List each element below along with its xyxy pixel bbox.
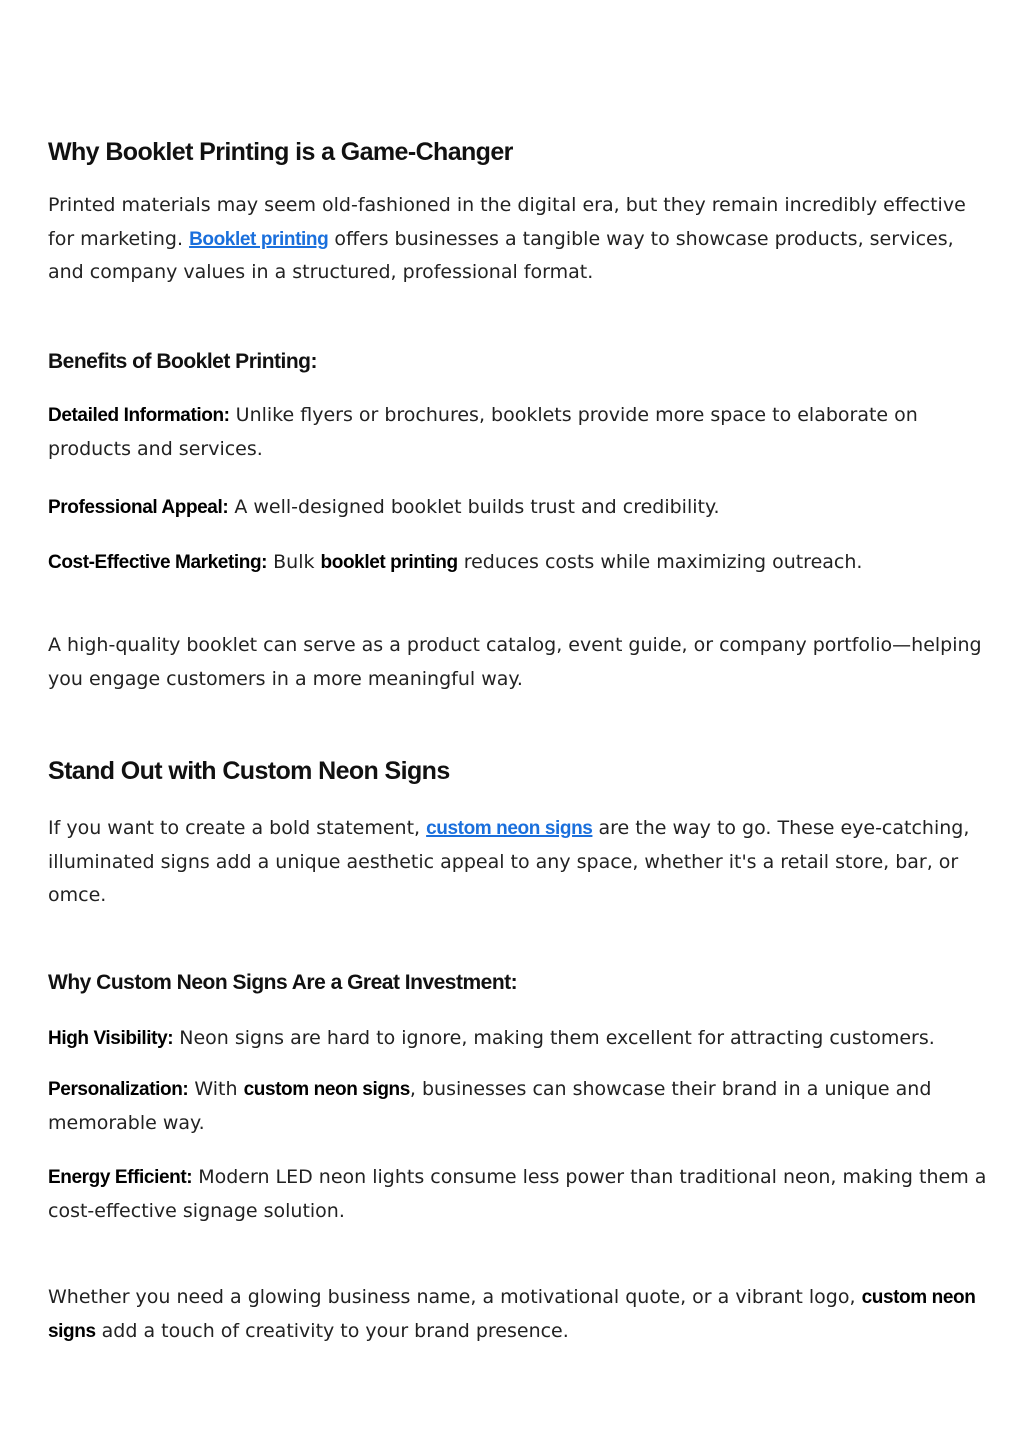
benefits-heading-block (48, 350, 988, 374)
investment-label-personalization: Personalization: (48, 1079, 189, 1100)
booklet-printing-link[interactable]: Booklet printing (189, 228, 329, 250)
custom-neon-signs-bold: custom neon signs (243, 1079, 410, 1100)
section-booklet-intro (48, 189, 988, 290)
neon-intro-paragraph: If you want to create a bold statement, custom neon signs are the way to go. These eye-catching, illuminated signs add a unique aesthetic appeal to any space, whether it's a retail store, bar, or omce. (48, 817, 970, 906)
investment-item-visibility: High Visibility: Neon signs are hard to ignore, making them excellent for attracting customers. (48, 1027, 935, 1049)
booklet-summary-paragraph: A high-quality booklet can serve as a product catalog, event guide, or company portfolio—helping you engage customers in a more meaningful way. (48, 634, 982, 690)
heading-benefits: Benefits of Booklet Printing: (48, 350, 317, 373)
closing-block (48, 1281, 988, 1348)
closing-custom-neon-signs-bold: custom neon signs (48, 1287, 976, 1342)
custom-neon-signs-link[interactable]: custom neon signs (426, 818, 593, 839)
benefit-label-professional: Professional Appeal: (48, 497, 229, 518)
benefit-label-cost: Cost-Effective Marketing: (48, 552, 268, 573)
investment-label-energy: Energy Efficient: (48, 1167, 193, 1188)
benefit-item-cost: Cost-Effective Marketing: Bulk booklet printing reduces costs while maximizing outreach. (48, 551, 863, 573)
benefit-item-detailed: Detailed Information: Unlike flyers or brochures, booklets provide more space to elaborate on products and services. (48, 404, 918, 460)
booklet-summary (48, 629, 988, 696)
heading-booklet-printing: Why Booklet Printing is a Game-Changer (48, 138, 513, 166)
booklet-intro-paragraph: Printed materials may seem old-fashioned in the digital era, but they remain incredibly effective for marketing. Booklet printing offers businesses a tangible way to showcase products, services, and company values in a structured, professional format. (48, 194, 966, 283)
investment-item-energy: Energy Efficient: Modern LED neon lights consume less power than traditional neon, making them a cost-effective signage solution. (48, 1166, 987, 1222)
section-neon-heading (48, 757, 988, 786)
closing-paragraph: Whether you need a glowing business name, a motivational quote, or a vibrant logo, custom neon signs add a touch of creativity to your brand presence. (48, 1286, 976, 1342)
investment-label-visibility: High Visibility: (48, 1028, 174, 1049)
section-neon-intro (48, 812, 988, 913)
investment-item-personalization: Personalization: With custom neon signs, businesses can showcase their brand in a unique and memorable way. (48, 1078, 932, 1134)
booklet-printing-bold: booklet printing (320, 552, 458, 573)
benefit-item-professional: Professional Appeal: A well-designed booklet builds trust and credibility. (48, 496, 720, 518)
heading-neon-signs: Stand Out with Custom Neon Signs (48, 757, 450, 785)
heading-investment: Why Custom Neon Signs Are a Great Investment: (48, 971, 518, 994)
benefit-label-detailed: Detailed Information: (48, 405, 230, 426)
section-booklet-heading (48, 138, 988, 167)
investment-heading-block (48, 971, 988, 995)
